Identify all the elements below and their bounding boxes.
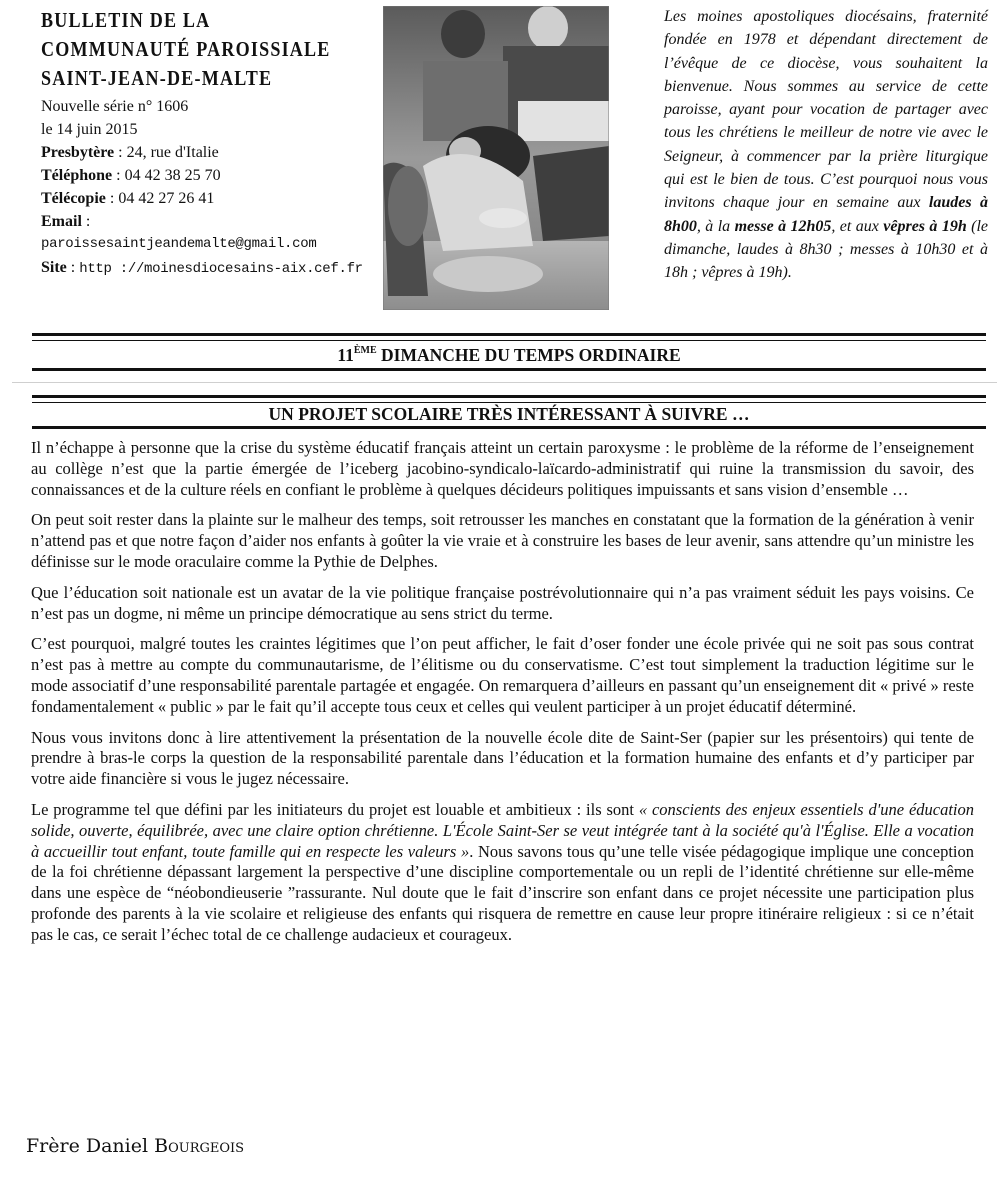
sunday-suffix: ÈME xyxy=(353,345,377,356)
signature xyxy=(26,1135,244,1157)
welcome-text-4: (le dimanche, laudes à 8h30 ; messes à 10h30 et à 18h ; vêpres à 19h). xyxy=(664,217,989,282)
telecopie-line xyxy=(41,187,371,210)
presbytere-address: : 24, rue d'Italie xyxy=(114,144,219,161)
article-paragraph-5: Nous vous invitons donc à lire attentivement la présentation de la nouvelle école dite de Saint-Ser (papier sur les présentoirs) qui tente de prendre à bras-le corps la question de la responsabilité parentale dans l’éducation et la formation humaine des enfants et d’y participer par votre aide financière si vous le jugez nécessaire. xyxy=(31,727,974,789)
laudes-time: laudes à 8h00 xyxy=(664,194,989,235)
signature-first-name: Frère Daniel xyxy=(26,1135,155,1157)
site-separator: : xyxy=(66,259,80,276)
telecopie-number: : 04 42 27 26 41 xyxy=(105,190,215,207)
email-line xyxy=(41,210,371,233)
site-label: Site xyxy=(41,259,67,276)
welcome-text-3: , et aux xyxy=(831,217,884,235)
welcome-text-2: , à la xyxy=(696,217,735,235)
article-paragraph-1: Il n’échappe à personne que la crise du système éducatif français atteint un certain paroxysme : le problème de la réforme de l’enseignement au collège n’est que la partie émergée de l’iceberg jacobino-syndicalo-laïcardo-administratif qui ruine la transmission du savoir, des connaissances et de la culture réels en confiant le problème à quelques décideurs politiques impuissants et sans vision d’ensemble … xyxy=(31,438,974,499)
welcome-text-1: Les moines apostoliques diocésains, fraternité fondée en 1978 et dépendant directement de l’évêque de ce diocèse, vous souhaitent la bienvenue. Nous sommes au service de cette paroisse, ayant pour vocation de partager avec tous les chrétiens le meilleur de notre vie avec le Seigneur, à commencer par la prière liturgique qui est le bien de tous. C’est pourquoi nous vous invitons chaque jour en semaine aux xyxy=(664,8,988,212)
welcome-message xyxy=(664,5,988,285)
presbytere-line xyxy=(41,141,371,164)
vepres-time: vêpres à 19h xyxy=(883,217,967,235)
school-quote: « conscients des enjeux essentiels d'une éducation solide, ouverte, équilibrée, avec une claire option chrétienne. L'École Saint-Ser se veut intégrée tant à la société qu'à l'Église. Elle a vocation à accueillir tout enfant, toute famille qui en respecte les valeurs » xyxy=(31,799,975,861)
bulletin-header xyxy=(41,6,371,281)
separator-line xyxy=(12,382,997,383)
article-paragraph-3: Que l’éducation soit nationale est un avatar de la vie politique française postrévolutionnaire qui n’a pas vraiment séduit les pays voisins. Ce n’est pas un dogme, ni même un principe démocratique au sens strict du terme. xyxy=(31,582,974,623)
bulletin-title-line-1: BULLETIN DE LA xyxy=(41,8,211,32)
sunday-name: DIMANCHE DU TEMPS ORDINAIRE xyxy=(376,345,681,365)
signature-last-name: Bourgeois xyxy=(154,1135,245,1157)
sunday-number: 11 xyxy=(337,345,354,365)
foot-washing-photo xyxy=(383,6,609,310)
site-line xyxy=(41,256,371,281)
article-paragraph-2: On peut soit rester dans la plainte sur le malheur des temps, soit retrousser les manches en constatant que la formation de la génération à venir n’attend pas et que notre façon d’aider nos enfants à goûter la vie vraie et à construire les bases de leur avenir, sans attendre qu’un ministre les définisse sur le mode oraculaire comme la Pythie de Delphes. xyxy=(31,510,974,571)
telephone-number: : 04 42 38 25 70 xyxy=(112,167,221,184)
article-title-banner xyxy=(32,395,986,429)
article-title: UN PROJET SCOLAIRE TRÈS INTÉRESSANT À SUIVRE … xyxy=(268,404,750,424)
presbytere-label: Presbytère xyxy=(41,144,115,161)
article-paragraph-6 xyxy=(31,800,974,946)
sunday-title xyxy=(32,345,986,366)
article-paragraph-4: C’est pourquoi, malgré toutes les craintes légitimes que l’on peut afficher, le fait d’oser fonder une école privée qui ne soit pas sous contrat n’est pas à mettre au compte du communautarisme, de l’élitisme ou du conservatisme. C’est tout simplement la traduction légitime sur le mode associatif d’une responsabilité parentale partagée et engagée. On remarquera d’ailleurs en passant qu’un enseignement dit « privé » reste fondamentalement « public » par le fait qu’il accepte tous ceux et celles qui veulent participer à un projet éducatif déterminé. xyxy=(31,634,974,716)
email-address[interactable]: paroissesaintjeandemalte@gmail.com xyxy=(41,236,317,252)
bulletin-title-line-2: COMMUNAUTÉ PAROISSIALE xyxy=(41,37,331,61)
bulletin-title-line-3: SAINT-JEAN-DE-MALTE xyxy=(41,66,273,90)
article-body xyxy=(31,438,974,956)
paragraph-6-intro: Le programme tel que défini par les initiateurs du projet est louable et ambitieux : ils sont xyxy=(31,799,639,819)
email-separator: : xyxy=(81,213,91,230)
email-label: Email xyxy=(41,213,82,230)
telecopie-label: Télécopie xyxy=(41,190,106,207)
bulletin-date: le 14 juin 2015 xyxy=(41,121,138,138)
paragraph-6-rest: . Nous savons tous qu’une telle visée pédagogique implique une conception de la foi chrétienne dépassant largement la perspective d’une discipline comportementale ou un repli de l’identité chrétienne sur elle-même dans une espèce de “néobondieuserie ”rassurante. Nul doute que le fait d’inscrire son enfant dans ce projet nécessite une participation plus profonde des parents à la vie scolaire et religieuse des enfants qui risquera de remettre en cause leur propre itinéraire religieux : si ce n’était pas le cas, ce serait l’échec total de ce challenge audacieux et courageux. xyxy=(31,841,974,944)
sunday-banner xyxy=(32,333,986,371)
telephone-line xyxy=(41,164,371,187)
messe-time: messe à 12h05 xyxy=(734,217,832,235)
photo-illustration xyxy=(383,6,609,310)
site-url[interactable]: http ://moinesdiocesains-aix.cef.fr xyxy=(79,261,363,277)
series-number: Nouvelle série n° 1606 xyxy=(41,98,189,115)
telephone-label: Téléphone xyxy=(41,167,113,184)
